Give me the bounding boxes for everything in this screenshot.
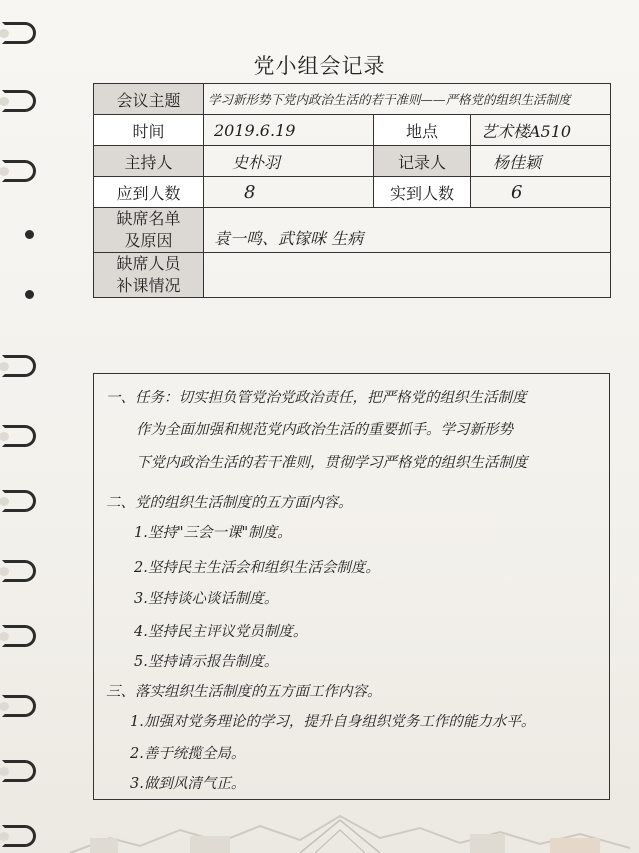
absent-row [94, 208, 611, 253]
note-line: 1.坚持"三会一课"制度。 [134, 525, 292, 541]
decorative-footer-illustration [70, 808, 630, 853]
makeup-label-line-2: 补课情况 [116, 276, 181, 295]
time-value: 2019.6.19 [204, 115, 374, 146]
absent-label-line-2: 及原因 [124, 231, 173, 250]
makeup-label [94, 253, 204, 298]
note-line: 一、任务：切实担负管党治党政治责任，把严格党的组织生活制度 [106, 390, 527, 406]
binder-rings [0, 0, 40, 853]
makeup-value [204, 253, 611, 298]
attendance-row [94, 177, 611, 208]
note-line: 1.加强对党务理论的学习，提升自身组织党务工作的能力水平。 [130, 714, 536, 730]
note-line: 下党内政治生活的若干准则，贯彻学习严格党的组织生活制度 [136, 455, 528, 471]
note-line: 二、党的组织生活制度的五方面内容。 [106, 495, 353, 511]
note-line: 三、落实组织生活制度的五方面工作内容。 [106, 684, 382, 700]
topic-label: 会议主题 [94, 84, 204, 115]
note-line: 4.坚持民主评议党员制度。 [134, 624, 308, 640]
binder-ring [2, 825, 36, 847]
binder-ring [2, 22, 36, 44]
host-label: 主持人 [94, 146, 204, 177]
note-line: 2.善于统揽全局。 [130, 746, 246, 762]
binder-ring [2, 695, 36, 717]
topic-value: 学习新形势下党内政治生活的若干准则——严格党的组织生活制度 [204, 84, 611, 115]
meeting-notes [93, 373, 610, 800]
note-line: 作为全面加强和规范党内政治生活的重要抓手。学习新形势 [136, 422, 513, 438]
binder-ring [2, 355, 36, 377]
binder-ring [2, 560, 36, 582]
binder-ring [2, 760, 36, 782]
note-line: 3.做到风清气正。 [130, 776, 246, 792]
binder-ring [2, 490, 36, 512]
time-label: 时间 [94, 115, 204, 146]
actual-label: 实到人数 [374, 177, 471, 208]
makeup-row [94, 253, 611, 298]
place-label: 地点 [374, 115, 471, 146]
punch-hole [25, 290, 34, 299]
binder-ring [2, 425, 36, 447]
host-recorder-row [94, 146, 611, 177]
meeting-form [93, 83, 611, 298]
note-line: 3.坚持谈心谈话制度。 [134, 591, 279, 607]
absent-label-line-1: 缺席名单 [116, 209, 181, 228]
recorder-label: 记录人 [374, 146, 471, 177]
page-title: 党小组会记录 [253, 54, 386, 78]
binder-ring [2, 625, 36, 647]
time-place-row [94, 115, 611, 146]
place-value: 艺术楼A510 [471, 115, 611, 146]
binder-ring [2, 90, 36, 112]
expected-label: 应到人数 [94, 177, 204, 208]
makeup-label-line-1: 缺席人员 [116, 254, 181, 273]
note-line: 5.坚持请示报告制度。 [134, 654, 279, 670]
expected-value: 8 [204, 177, 374, 208]
absent-value: 袁一鸣、武镓咪 生病 [204, 208, 611, 253]
punch-hole [25, 230, 34, 239]
binder-ring [2, 160, 36, 182]
topic-row [94, 84, 611, 115]
host-value: 史朴羽 [204, 146, 374, 177]
actual-value: 6 [471, 177, 611, 208]
note-line: 2.坚持民主生活会和组织生活会制度。 [134, 560, 380, 576]
absent-label [94, 208, 204, 253]
recorder-value: 杨佳颖 [471, 146, 611, 177]
